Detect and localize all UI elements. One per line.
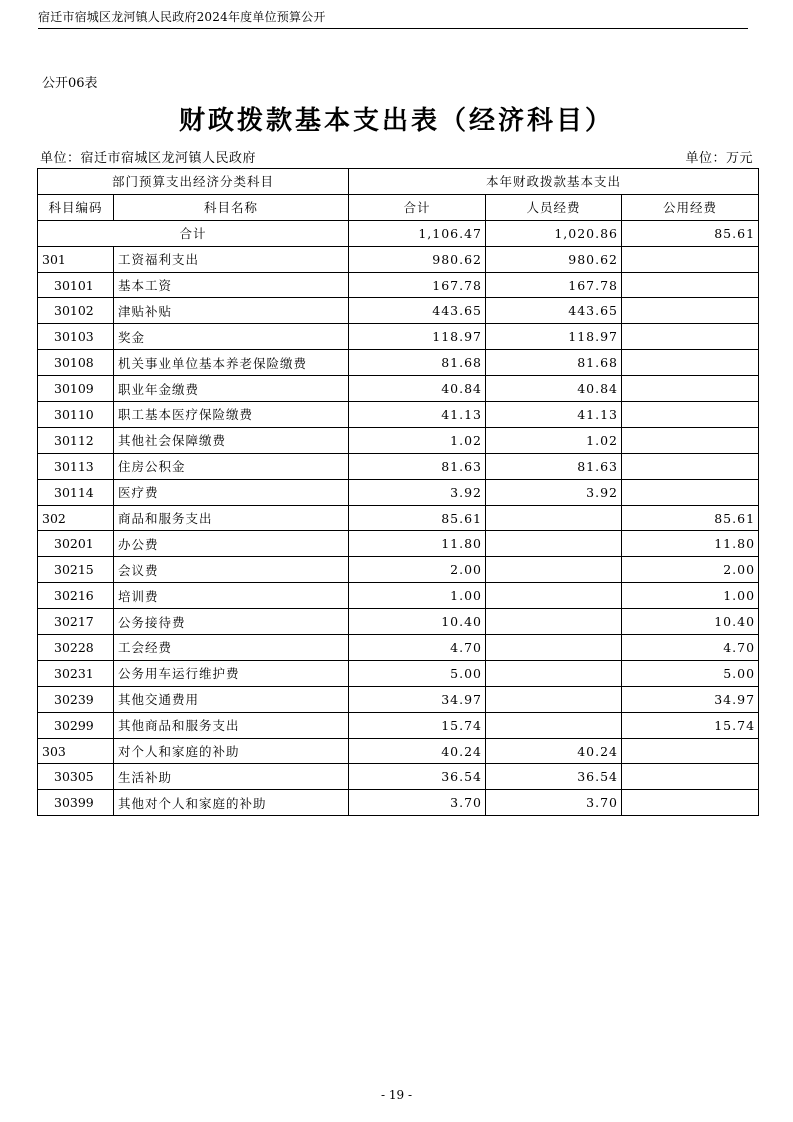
table-row [38,350,759,376]
public-cell: 85.61 [622,505,759,531]
total-cell: 5.00 [349,660,486,686]
public-cell [622,764,759,790]
public-cell: 4.70 [622,635,759,661]
table-row [38,402,759,428]
total-cell: 2.00 [349,557,486,583]
personnel-cell: 40.84 [486,376,622,402]
name-cell: 其他交通费用 [114,686,349,712]
code-cell: 30108 [38,350,114,376]
personnel-cell [486,660,622,686]
personnel-cell [486,635,622,661]
name-cell: 机关事业单位基本养老保险缴费 [114,350,349,376]
table-code: 公开06表 [42,76,98,91]
personnel-cell: 1,020.86 [486,220,622,246]
table-row [38,790,759,816]
public-cell: 11.80 [622,531,759,557]
name-cell: 生活补助 [114,764,349,790]
code-cell: 30217 [38,609,114,635]
code-cell: 30299 [38,712,114,738]
name-cell: 工资福利支出 [114,246,349,272]
total-cell: 4.70 [349,635,486,661]
personnel-cell: 1.02 [486,427,622,453]
code-cell: 30101 [38,272,114,298]
public-cell [622,350,759,376]
name-cell: 商品和服务支出 [114,505,349,531]
total-cell: 3.70 [349,790,486,816]
table-row [38,479,759,505]
page-number: - 19 - [380,1088,412,1102]
table-row [38,427,759,453]
total-cell: 34.97 [349,686,486,712]
header-group-expenditure: 本年财政拨款基本支出 [349,169,759,195]
table-row [38,272,759,298]
code-cell: 30239 [38,686,114,712]
column-header-personnel: 人员经费 [486,194,622,220]
personnel-cell [486,686,622,712]
personnel-cell [486,557,622,583]
personnel-cell: 81.63 [486,453,622,479]
name-cell: 基本工资 [114,272,349,298]
name-cell: 对个人和家庭的补助 [114,738,349,764]
name-cell: 医疗费 [114,479,349,505]
page-title: 财政拨款基本支出表（经济科目） [178,106,614,136]
name-cell: 其他对个人和家庭的补助 [114,790,349,816]
name-cell: 其他社会保障缴费 [114,427,349,453]
public-cell: 85.61 [622,220,759,246]
header-group-classification: 部门预算支出经济分类科目 [38,169,349,195]
personnel-cell [486,712,622,738]
table-row [38,738,759,764]
public-cell [622,272,759,298]
personnel-cell: 3.70 [486,790,622,816]
code-cell: 30216 [38,583,114,609]
personnel-cell: 3.92 [486,479,622,505]
code-cell: 30112 [38,427,114,453]
code-cell: 30110 [38,402,114,428]
table-row [38,712,759,738]
public-cell: 15.74 [622,712,759,738]
code-cell: 30103 [38,324,114,350]
public-cell [622,453,759,479]
code-cell: 30109 [38,376,114,402]
table-row [38,557,759,583]
table-row [38,686,759,712]
total-cell: 1.02 [349,427,486,453]
column-header-total: 合计 [349,194,486,220]
total-cell: 118.97 [349,324,486,350]
table-row [38,583,759,609]
public-cell [622,790,759,816]
table-row [38,453,759,479]
personnel-cell: 81.68 [486,350,622,376]
budget-table [37,168,759,816]
total-label: 合计 [38,220,349,246]
unit-label: 单位：宿迁市宿城区龙河镇人民政府 [40,151,257,166]
table-row [38,505,759,531]
public-cell: 2.00 [622,557,759,583]
personnel-cell: 118.97 [486,324,622,350]
column-header-name: 科目名称 [114,194,349,220]
personnel-cell [486,609,622,635]
total-cell: 85.61 [349,505,486,531]
name-cell: 培训费 [114,583,349,609]
total-cell: 41.13 [349,402,486,428]
currency-unit-label: 单位：万元 [685,151,753,166]
name-cell: 会议费 [114,557,349,583]
code-cell: 30231 [38,660,114,686]
total-cell: 443.65 [349,298,486,324]
code-cell: 30399 [38,790,114,816]
name-cell: 办公费 [114,531,349,557]
total-cell: 15.74 [349,712,486,738]
code-cell: 30102 [38,298,114,324]
public-cell: 5.00 [622,660,759,686]
name-cell: 职工基本医疗保险缴费 [114,402,349,428]
table-row [38,660,759,686]
code-cell: 30305 [38,764,114,790]
personnel-cell: 167.78 [486,272,622,298]
total-cell: 11.80 [349,531,486,557]
table-row [38,635,759,661]
code-cell: 30201 [38,531,114,557]
personnel-cell: 980.62 [486,246,622,272]
total-cell: 1,106.47 [349,220,486,246]
total-cell: 81.68 [349,350,486,376]
table-row [38,246,759,272]
personnel-cell [486,583,622,609]
name-cell: 其他商品和服务支出 [114,712,349,738]
public-cell [622,376,759,402]
total-cell: 167.78 [349,272,486,298]
table-row [38,764,759,790]
public-cell [622,324,759,350]
table-row [38,376,759,402]
public-cell [622,298,759,324]
code-cell: 30114 [38,479,114,505]
code-cell: 303 [38,738,114,764]
personnel-cell: 443.65 [486,298,622,324]
total-cell: 980.62 [349,246,486,272]
personnel-cell: 40.24 [486,738,622,764]
public-cell [622,479,759,505]
header-rule [38,28,748,29]
table-row [38,609,759,635]
code-cell: 302 [38,505,114,531]
column-header-public: 公用经费 [622,194,759,220]
public-cell [622,738,759,764]
personnel-cell [486,505,622,531]
total-cell: 10.40 [349,609,486,635]
code-cell: 30113 [38,453,114,479]
personnel-cell: 36.54 [486,764,622,790]
public-cell [622,402,759,428]
table-body [38,220,759,815]
personnel-cell: 41.13 [486,402,622,428]
public-cell [622,246,759,272]
table-row [38,298,759,324]
total-cell: 1.00 [349,583,486,609]
public-cell: 1.00 [622,583,759,609]
table-row [38,324,759,350]
table-row [38,531,759,557]
code-cell: 30215 [38,557,114,583]
total-cell: 40.84 [349,376,486,402]
total-cell: 81.63 [349,453,486,479]
total-cell: 3.92 [349,479,486,505]
personnel-cell [486,531,622,557]
name-cell: 工会经费 [114,635,349,661]
running-header: 宿迁市宿城区龙河镇人民政府2024年度单位预算公开 [38,10,326,24]
total-cell: 40.24 [349,738,486,764]
name-cell: 住房公积金 [114,453,349,479]
public-cell: 34.97 [622,686,759,712]
public-cell: 10.40 [622,609,759,635]
name-cell: 职业年金缴费 [114,376,349,402]
column-header-code: 科目编码 [38,194,114,220]
code-cell: 30228 [38,635,114,661]
name-cell: 公务接待费 [114,609,349,635]
total-row [38,220,759,246]
total-cell: 36.54 [349,764,486,790]
name-cell: 奖金 [114,324,349,350]
code-cell: 301 [38,246,114,272]
name-cell: 公务用车运行维护费 [114,660,349,686]
public-cell [622,427,759,453]
name-cell: 津贴补贴 [114,298,349,324]
